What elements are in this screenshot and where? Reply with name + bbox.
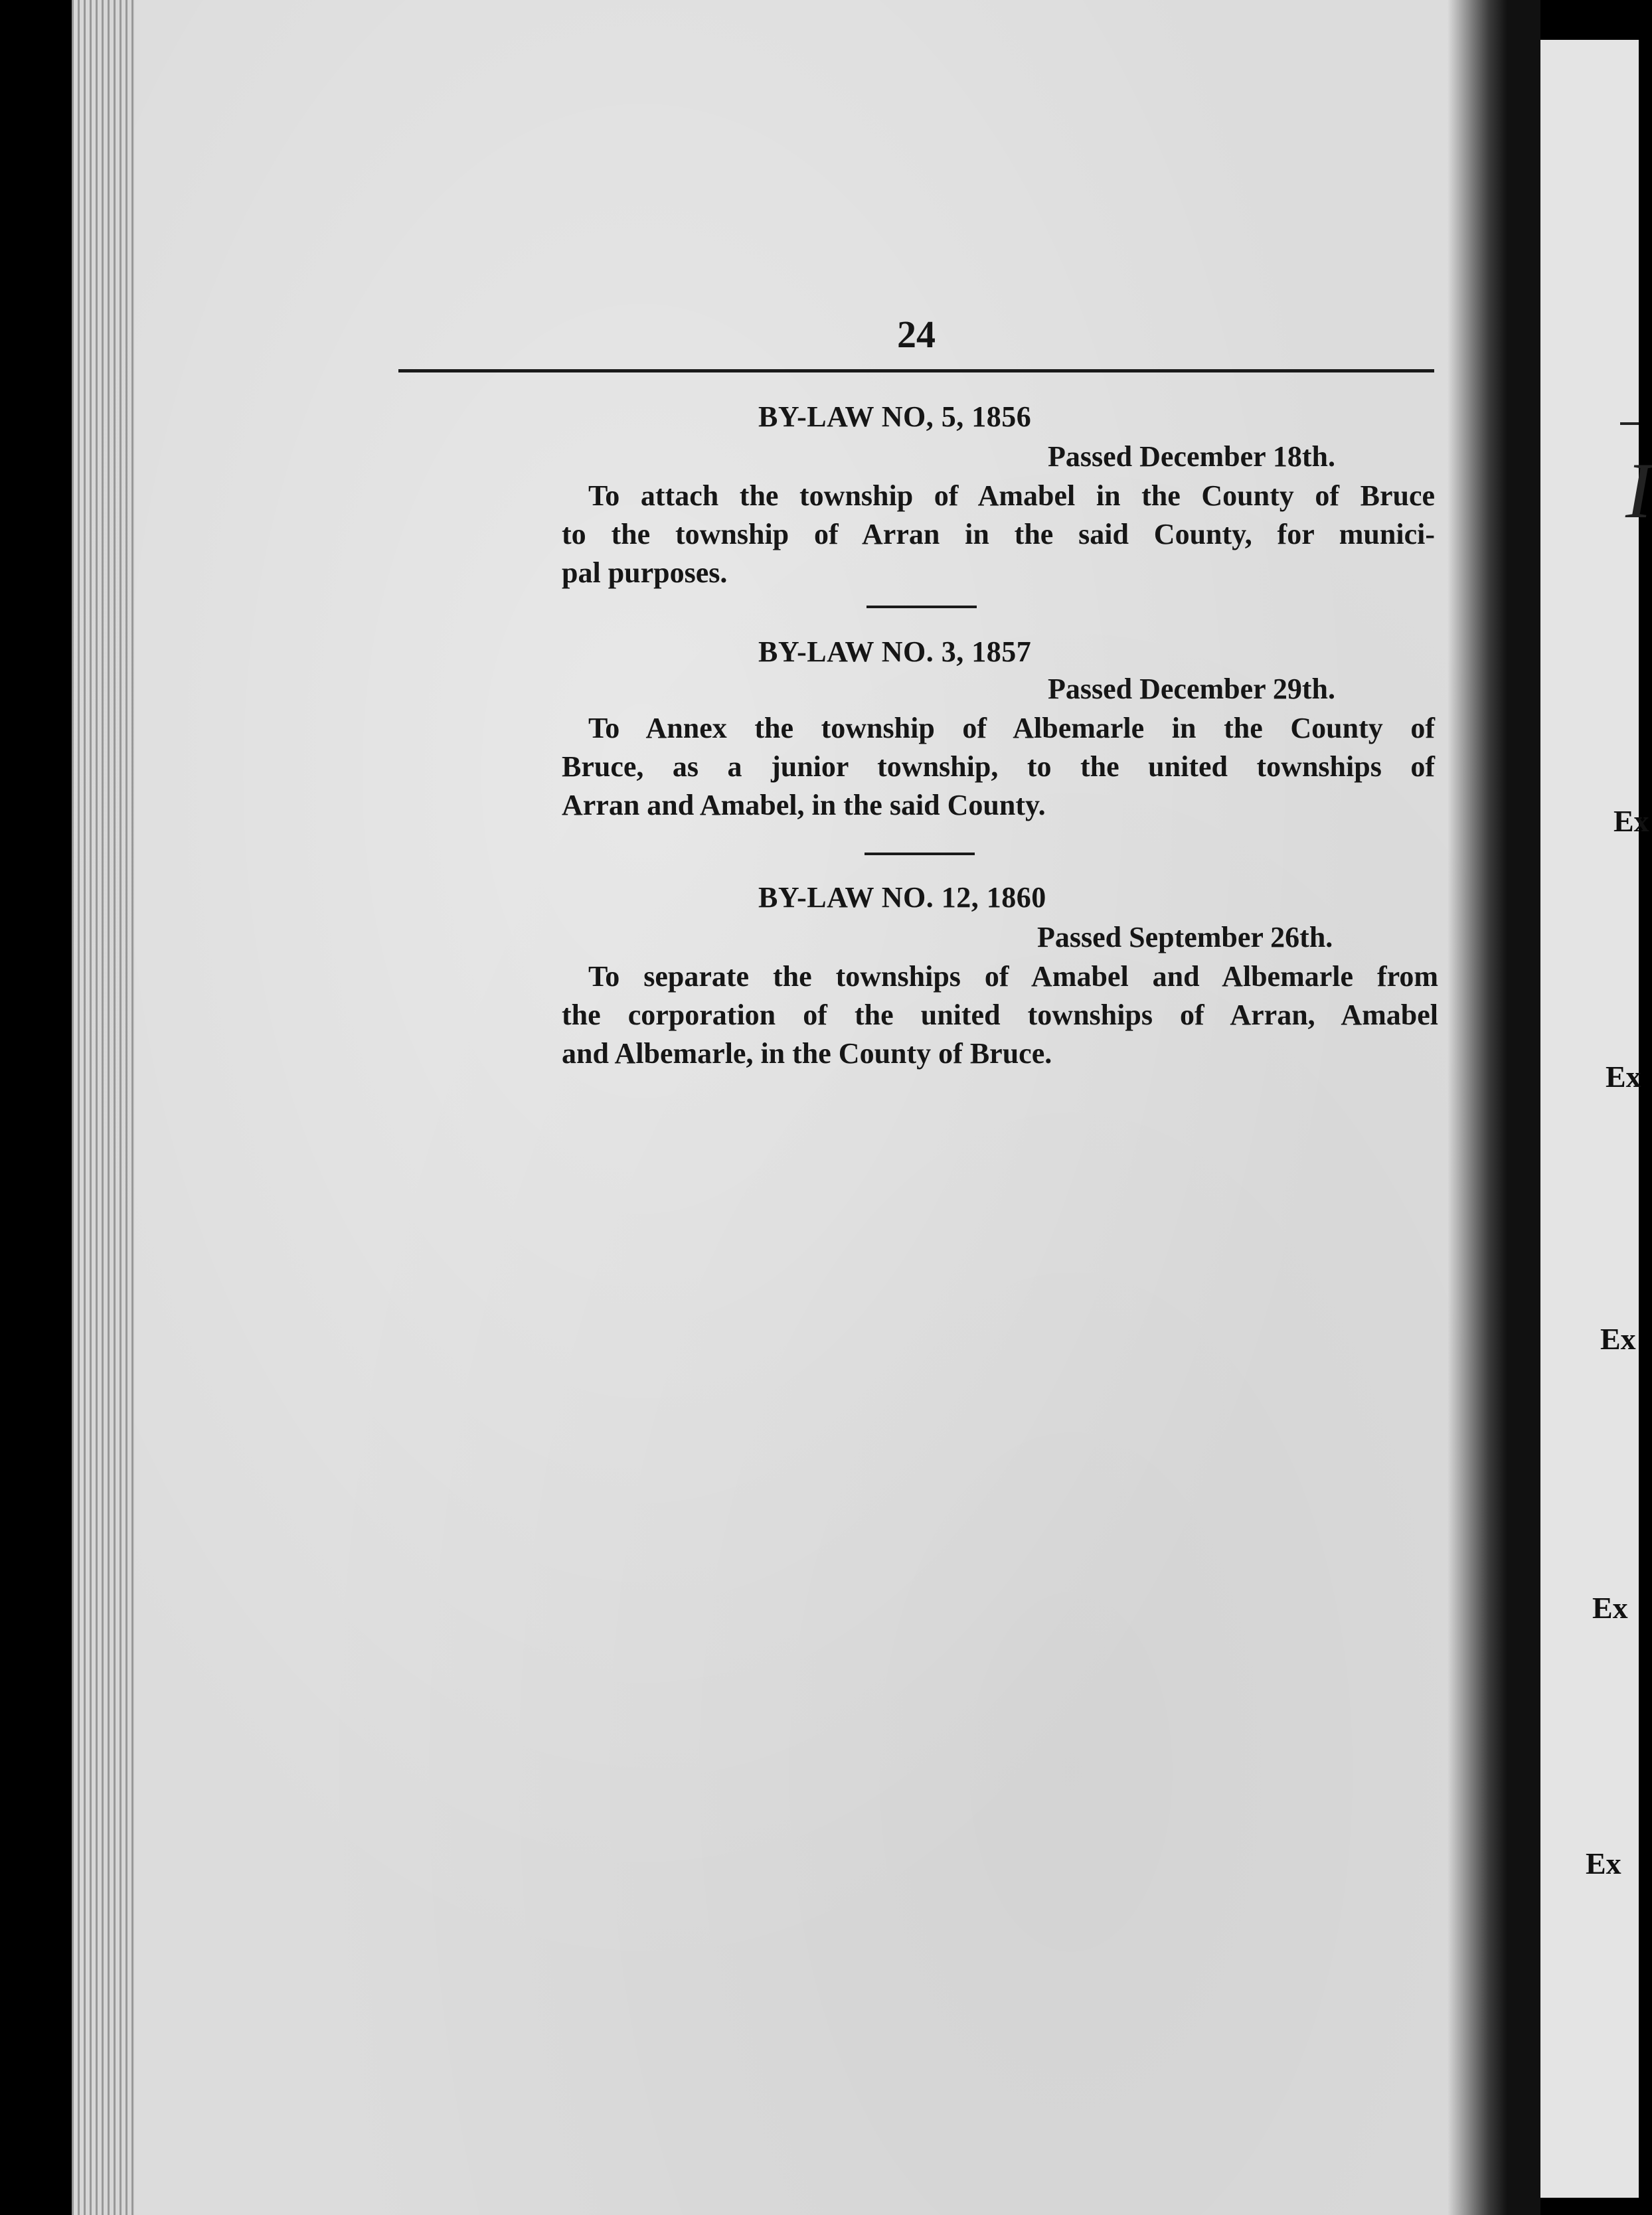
adjacent-page-mark: Ex [1600,1322,1636,1356]
bylaw-text-line: Bruce, as a junior township, to the united townships of [562,750,1435,783]
bylaw-text-line: pal purposes. [562,556,728,589]
bylaw-title: BY-LAW NO. 12, 1860 [758,881,1046,914]
bylaw-title: BY-LAW NO. 3, 1857 [758,635,1032,668]
header-rule [398,369,1434,372]
adjacent-page-mark: Ex [1606,1060,1641,1094]
bylaw-text-line: To separate the townships of Amabel and Albemarle from [588,960,1438,993]
bylaw-text-line: and Albemarle, in the County of Bruce. [562,1037,1052,1070]
adjacent-page-mark: Ex [1586,1846,1621,1880]
bylaw-text-line: the corporation of the united townships of Arran, Amabel [562,999,1438,1031]
page-number: 24 [897,313,936,356]
bylaw-passed-date: Passed September 26th. [1037,921,1333,953]
adjacent-page-rule [1620,422,1639,425]
gutter-shadow [1447,0,1507,2215]
adjacent-page-mark: Ex [1592,1591,1628,1625]
scanned-page [72,0,1499,2215]
bylaw-title: BY-LAW NO, 5, 1856 [758,400,1032,433]
bylaw-passed-date: Passed December 29th. [1048,673,1335,705]
section-separator [865,853,975,855]
adjacent-page-mark: Ex [1613,804,1649,838]
bylaw-description [562,957,1438,1073]
bylaw-text-line: To Annex the township of Albemarle in the County of [588,712,1435,744]
bylaw-text-line: To attach the township of Amabel in the County of Bruce [588,479,1435,512]
adjacent-page-initial: I [1625,446,1652,534]
book-page-edges [72,0,135,2215]
bylaw-text-line: to the township of Arran in the said County, for munici- [562,518,1435,550]
bylaw-passed-date: Passed December 18th. [1048,440,1335,473]
bylaw-description [562,709,1435,825]
bylaw-text-line: Arran and Amabel, in the said County. [562,789,1046,821]
bylaw-description [562,477,1435,592]
section-separator [867,606,977,608]
page-gap [1507,0,1540,2215]
